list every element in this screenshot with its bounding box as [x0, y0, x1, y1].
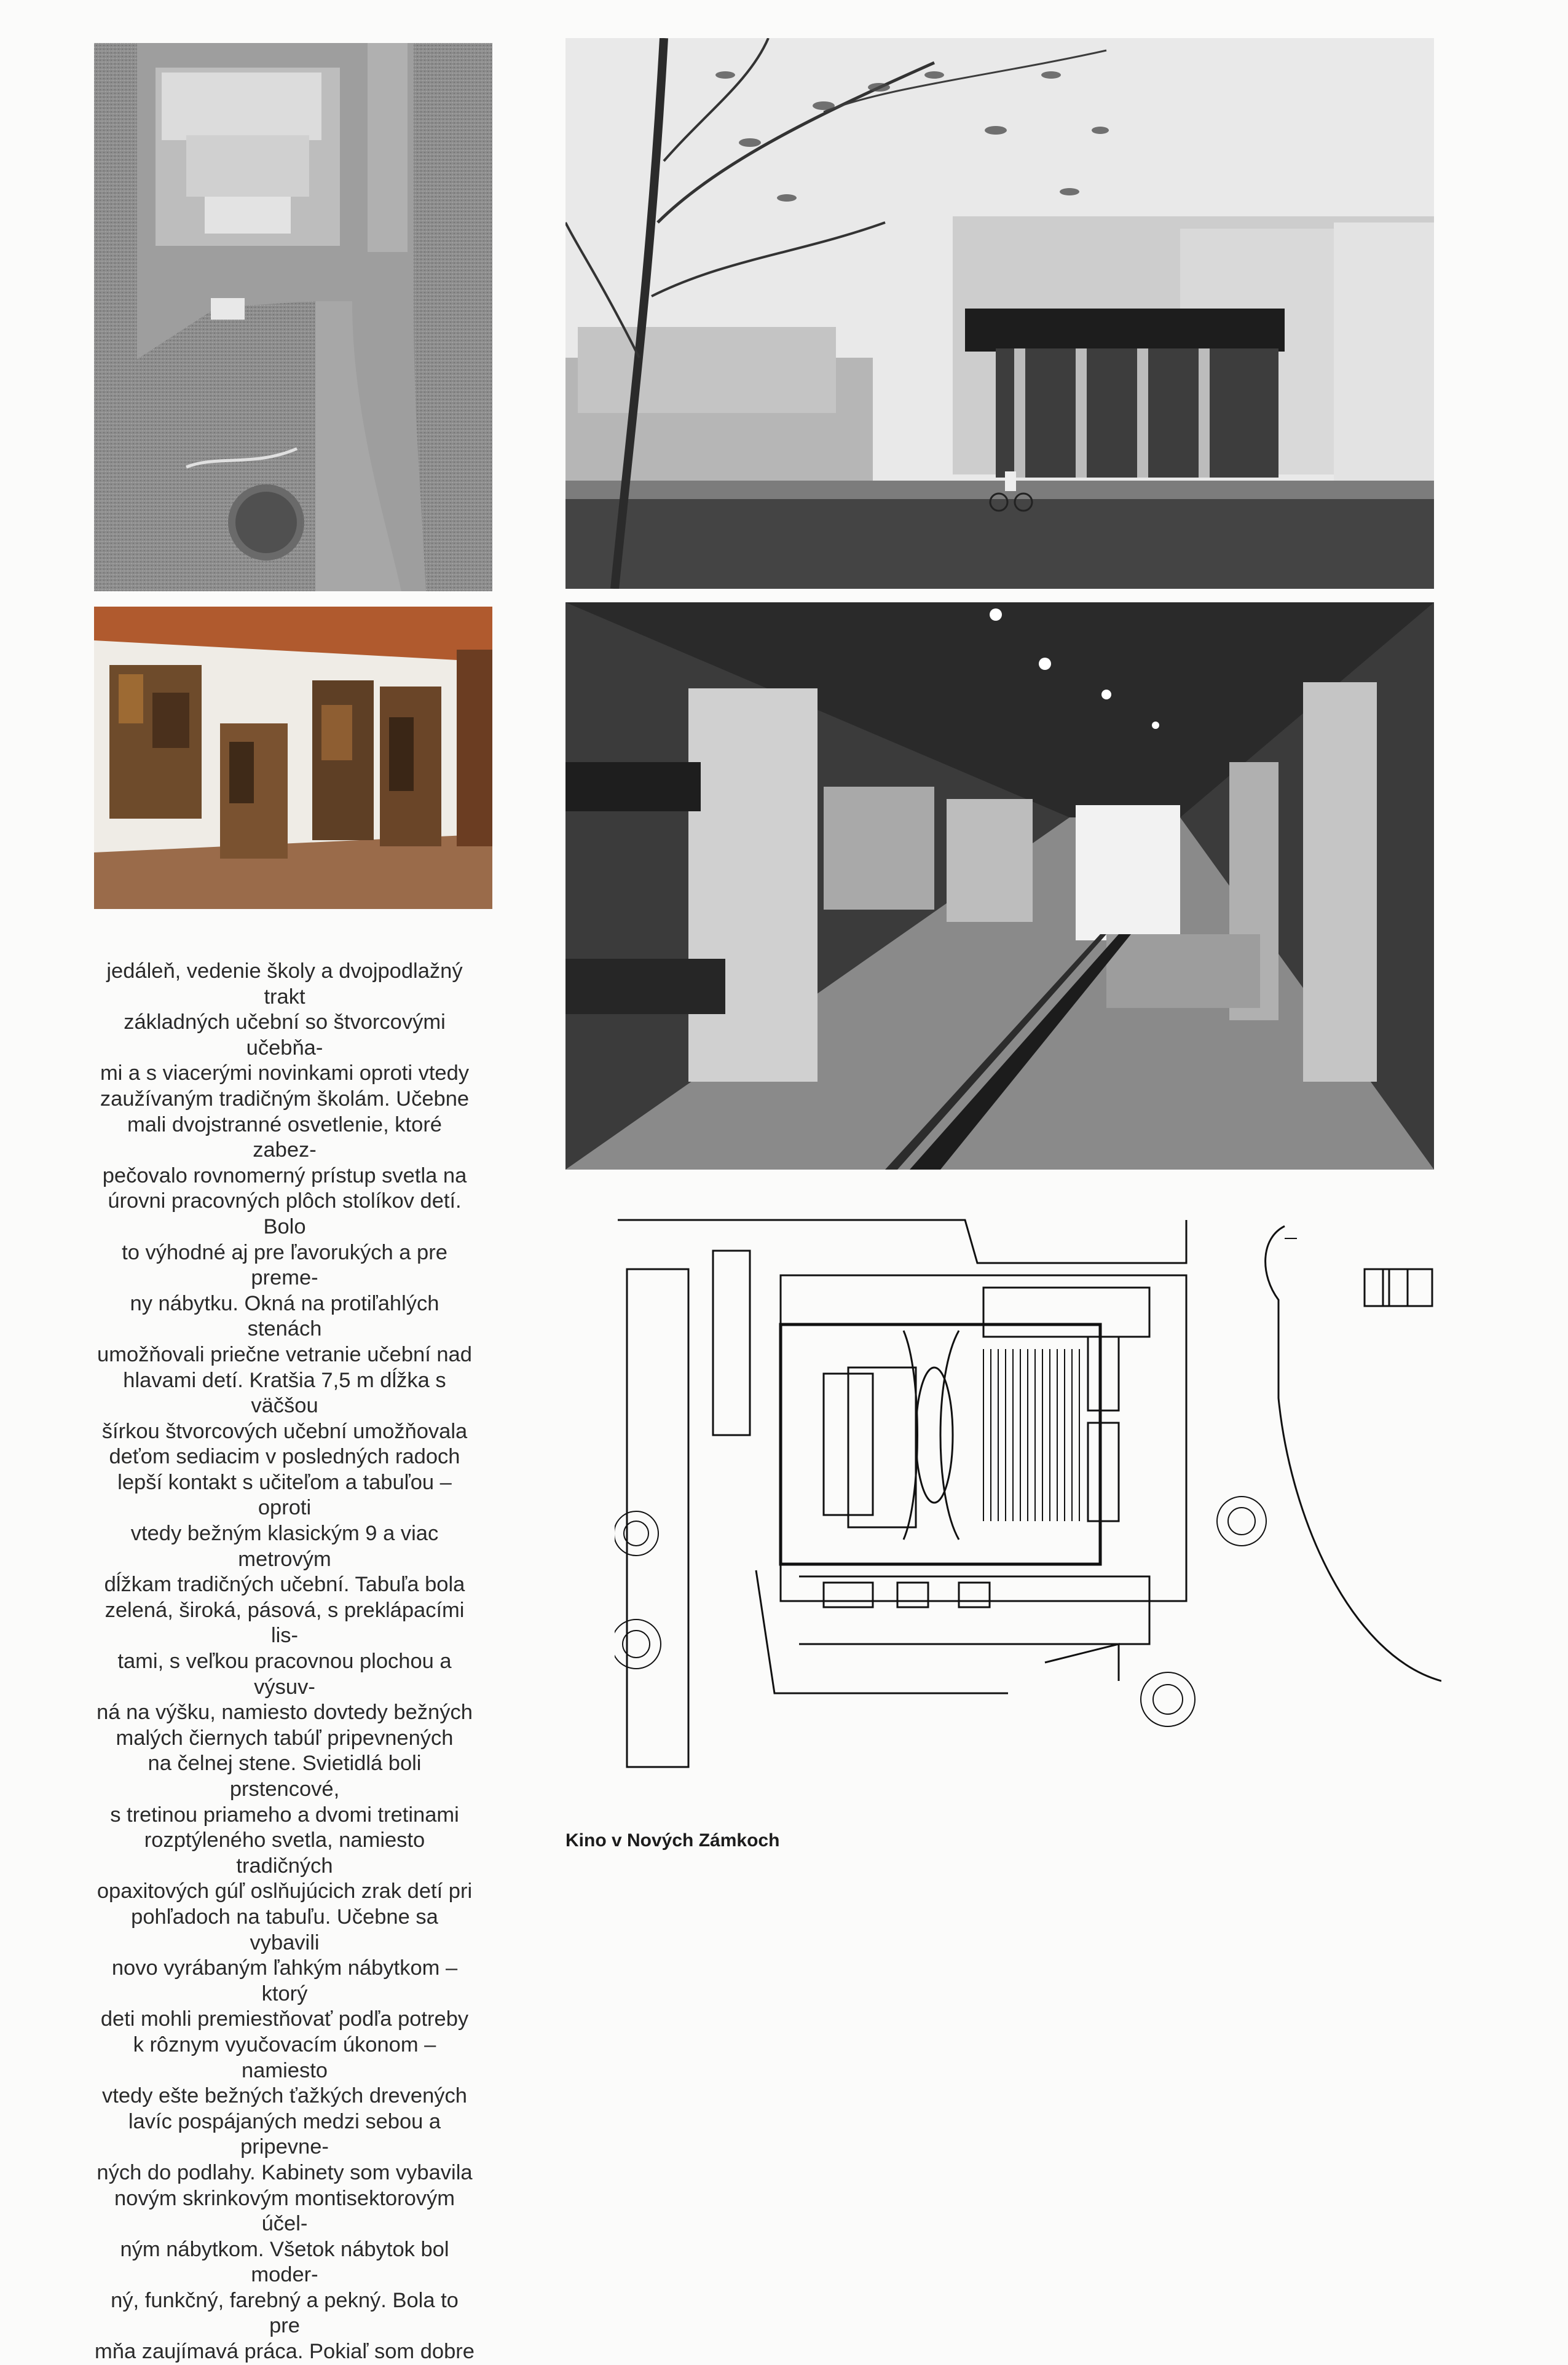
site-model-photo	[94, 43, 492, 591]
cinema-floor-plan	[615, 1214, 1441, 1785]
plan-caption: Kino v Nových Zámkoch	[565, 1830, 780, 1851]
building-exterior-photo	[565, 38, 1434, 589]
body-text: jedáleň, vedenie školy a dvojpodlažný trakt základných učební so štvorcovými učebňa- mi a s viacerými novinkami oproti vtedy zaužívaným tradičným školám. Učebne mali dvojstranné osvetlenie, ktoré zabez- pečovalo rovnomerný prístup svetla na úrovni pracovných plôch stolíkov detí. Bolo to výhodné aj pre ľavorukých a pre preme- ny nábytku. Okná na protiľahlých stenách umožňovali priečne vetranie učební nad hlavami detí. Kratšia 7,5 m dĺžka s väčšou šírkou štvorcových učební umožňovala deťom sediacim v posledných radoch lepší kontakt s učiteľom a tabuľou – oproti vtedy bežným klasickým 9 a viac metrovým dĺžkam tradičných učební. Tabuľa bola zelená, široká, pásová, s preklápacími lis- tami, s veľkou pracovnou plochou a výsuv- ná na výšku, namiesto dovtedy bežných malých čiernych tabúľ pripevnených na čelnej stene. Svietidlá boli prstencové, s tretinou priameho a dvomi tretinami rozptýleného svetla, namiesto tradičných opaxitových gúľ oslňujúcich zrak detí pri pohľadoch na tabuľu. Učebne sa vybavili novo vyrábaným ľahkým nábytkom – ktorý deti mohli premiestňovať podľa potreby k rôznym vyučovacím úkonom – namiesto vtedy ešte bežných ťažkých drevených lavíc pospájaných medzi sebou a pripevne- ných do podlahy. Kabinety som vybavila novým skrinkovým montisektorovým účel- ným nábytkom. Všetok nábytok bol moder- ný, funkčný, farebný a pekný. Bola to pre mňa zaujímavá práca. Pokiaľ som dobre	[95, 959, 475, 2364]
wall-reliefs-photo	[94, 607, 492, 909]
interior-hall-photo	[565, 602, 1434, 1170]
